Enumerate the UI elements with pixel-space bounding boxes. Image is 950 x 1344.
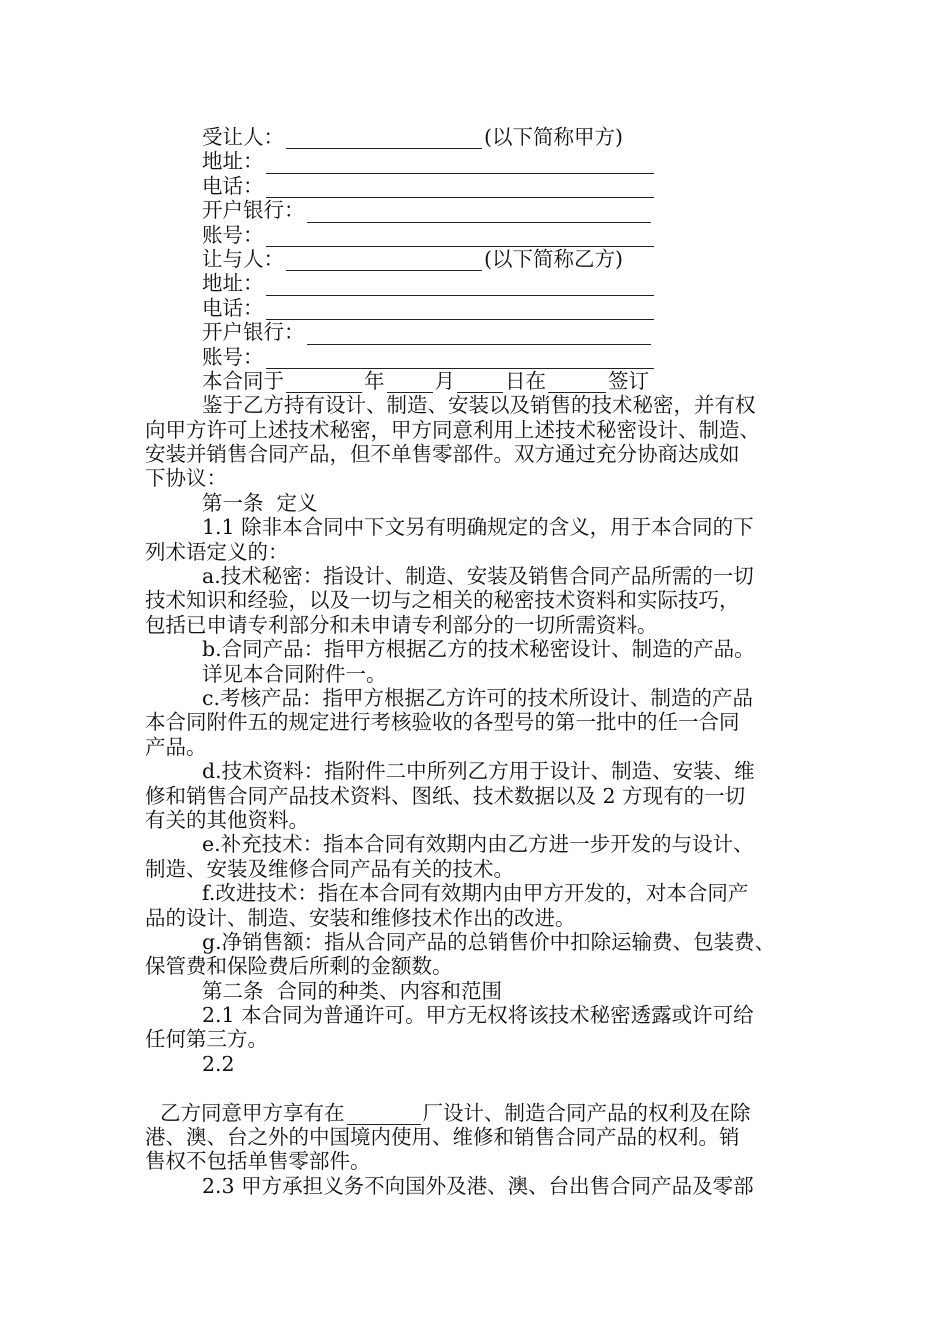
- clause-2-2-rest: 厂设计、制造合同产品的权利及在除: [422, 1100, 751, 1125]
- party-a-phone-row: [145, 174, 825, 198]
- party-a-phone-label: 电话：: [202, 173, 264, 198]
- definition-d: 有关的其他资料。: [145, 807, 309, 832]
- definition-a: 技术知识和经验，以及一切与之相关的秘密技术资料和实际技巧，: [145, 588, 740, 613]
- party-b-account-label: 账号：: [202, 344, 264, 369]
- preamble-line: 安装并销售合同产品，但不单售零部件。双方通过充分协商达成如: [145, 442, 740, 467]
- party-a-bank-label: 开户银行：: [202, 198, 305, 223]
- party-b-bank-row: [145, 320, 825, 344]
- definition-b: 详见本合同附件一。: [202, 661, 387, 686]
- assignor-blank[interactable]: [286, 251, 482, 271]
- clause-2-3: 2.3 甲方承担义务不向国外及港、澳、台出售合同产品及零部: [202, 1173, 754, 1198]
- clause-2-1: 任何第三方。: [145, 1027, 268, 1052]
- clause-1-1: 1.1 除非本合同中下文另有明确规定的含义，用于本合同的下: [202, 515, 754, 540]
- party-a-address-row: [145, 149, 825, 173]
- definition-c: 产品。: [145, 734, 207, 759]
- clause-2-1: 2.1 本合同为普通许可。甲方无权将该技术秘密透露或许可给: [202, 1003, 754, 1028]
- clause-2-2-prefix: 乙方同意甲方享有在: [160, 1100, 345, 1125]
- signing-month-blank[interactable]: [387, 373, 433, 393]
- contract-body: [145, 125, 825, 1198]
- definition-g: g.净销售额：指从合同产品的总销售价中扣除运输费、包装费、: [202, 929, 776, 954]
- party-b-phone-label: 电话：: [202, 295, 264, 320]
- article-1-title: 第一条 定义: [202, 490, 318, 515]
- party-a-bank-row: [145, 198, 825, 222]
- definition-f: 品的设计、制造、安装和维修技术作出的改进。: [145, 905, 576, 930]
- blank-gap: [145, 1076, 825, 1100]
- definition-a: 包括已申请专利部分和未申请专利部分的一切所需资料。: [145, 612, 658, 637]
- assignee-suffix: (以下简称甲方): [484, 124, 623, 149]
- party-b-bank-blank[interactable]: [307, 325, 651, 345]
- party-a-phone-blank[interactable]: [266, 178, 654, 198]
- signing-day: 日在: [505, 368, 546, 393]
- definition-c: c.考核产品：指甲方根据乙方许可的技术所设计、制造的产品: [202, 685, 753, 710]
- party-b-address-row: [145, 271, 825, 295]
- party-a-address-blank[interactable]: [266, 154, 654, 174]
- clause-2-2-line: 港、澳、台之外的中国境内使用、维修和销售合同产品的权利。销: [145, 1125, 740, 1150]
- preamble-line: 向甲方许可上述技术秘密，甲方同意利用上述技术秘密设计、制造、: [145, 417, 760, 442]
- article-2-title: 第二条 合同的种类、内容和范围: [202, 978, 503, 1003]
- clause-2-2-text: [145, 1101, 825, 1125]
- signing-month: 月: [434, 368, 455, 393]
- signing-year: 年: [364, 368, 385, 393]
- party-a-account-blank[interactable]: [266, 227, 654, 247]
- clause-1-1: 列术语定义的：: [145, 539, 289, 564]
- preamble-line: 下协议：: [145, 466, 227, 491]
- definition-e: e.补充技术：指本合同有效期内由乙方进一步开发的与设计、: [202, 832, 754, 857]
- party-b-phone-blank[interactable]: [266, 300, 654, 320]
- definition-e: 制造、安装及维修合同产品有关的技术。: [145, 856, 514, 881]
- assignee-label: 受让人：: [202, 124, 284, 149]
- definition-a: a.技术秘密：指设计、制造、安装及销售合同产品所需的一切: [202, 564, 754, 589]
- party-a-address-label: 地址：: [202, 149, 264, 174]
- preamble-line: 鉴于乙方持有设计、制造、安装以及销售的技术秘密，并有权: [202, 393, 756, 418]
- party-b-account-row: [145, 345, 825, 369]
- definition-f: f.改进技术：指在本合同有效期内由甲方开发的，对本合同产: [202, 881, 749, 906]
- party-a-account-row: [145, 223, 825, 247]
- party-a-account-label: 账号：: [202, 222, 264, 247]
- assignor-suffix: (以下简称乙方): [484, 246, 623, 271]
- clause-2-2-number: 2.2: [202, 1051, 235, 1076]
- assignee-row: [145, 125, 825, 149]
- assignor-label: 让与人：: [202, 246, 284, 271]
- signing-place-blank[interactable]: [548, 373, 606, 393]
- signing-year-blank[interactable]: [286, 373, 362, 393]
- party-b-account-blank[interactable]: [266, 349, 654, 369]
- party-b-address-blank[interactable]: [266, 276, 654, 296]
- assignee-blank[interactable]: [286, 129, 482, 149]
- definition-d: d.技术资料：指附件二中所列乙方用于设计、制造、安装、维: [202, 759, 755, 784]
- party-a-bank-blank[interactable]: [307, 203, 651, 223]
- party-b-phone-row: [145, 296, 825, 320]
- definition-g: 保管费和保险费后所剩的金额数。: [145, 954, 453, 979]
- assignor-row: [145, 247, 825, 271]
- signing-row: [145, 369, 825, 393]
- definition-b: b.合同产品：指甲方根据乙方的技术秘密设计、制造的产品。: [202, 637, 755, 662]
- definition-d: 修和销售合同产品技术资料、图纸、技术数据以及 2 方现有的一切: [145, 783, 746, 808]
- factory-blank[interactable]: [347, 1105, 421, 1125]
- signing-signed: 签订: [608, 368, 649, 393]
- clause-2-2-line: 售权不包括单售零部件。: [145, 1149, 371, 1174]
- party-b-bank-label: 开户银行：: [202, 320, 305, 345]
- signing-prefix: 本合同于: [202, 368, 284, 393]
- definition-c: 本合同附件五的规定进行考核验收的各型号的第一批中的任一合同: [145, 710, 740, 735]
- signing-day-blank[interactable]: [457, 373, 503, 393]
- party-b-address-label: 地址：: [202, 271, 264, 296]
